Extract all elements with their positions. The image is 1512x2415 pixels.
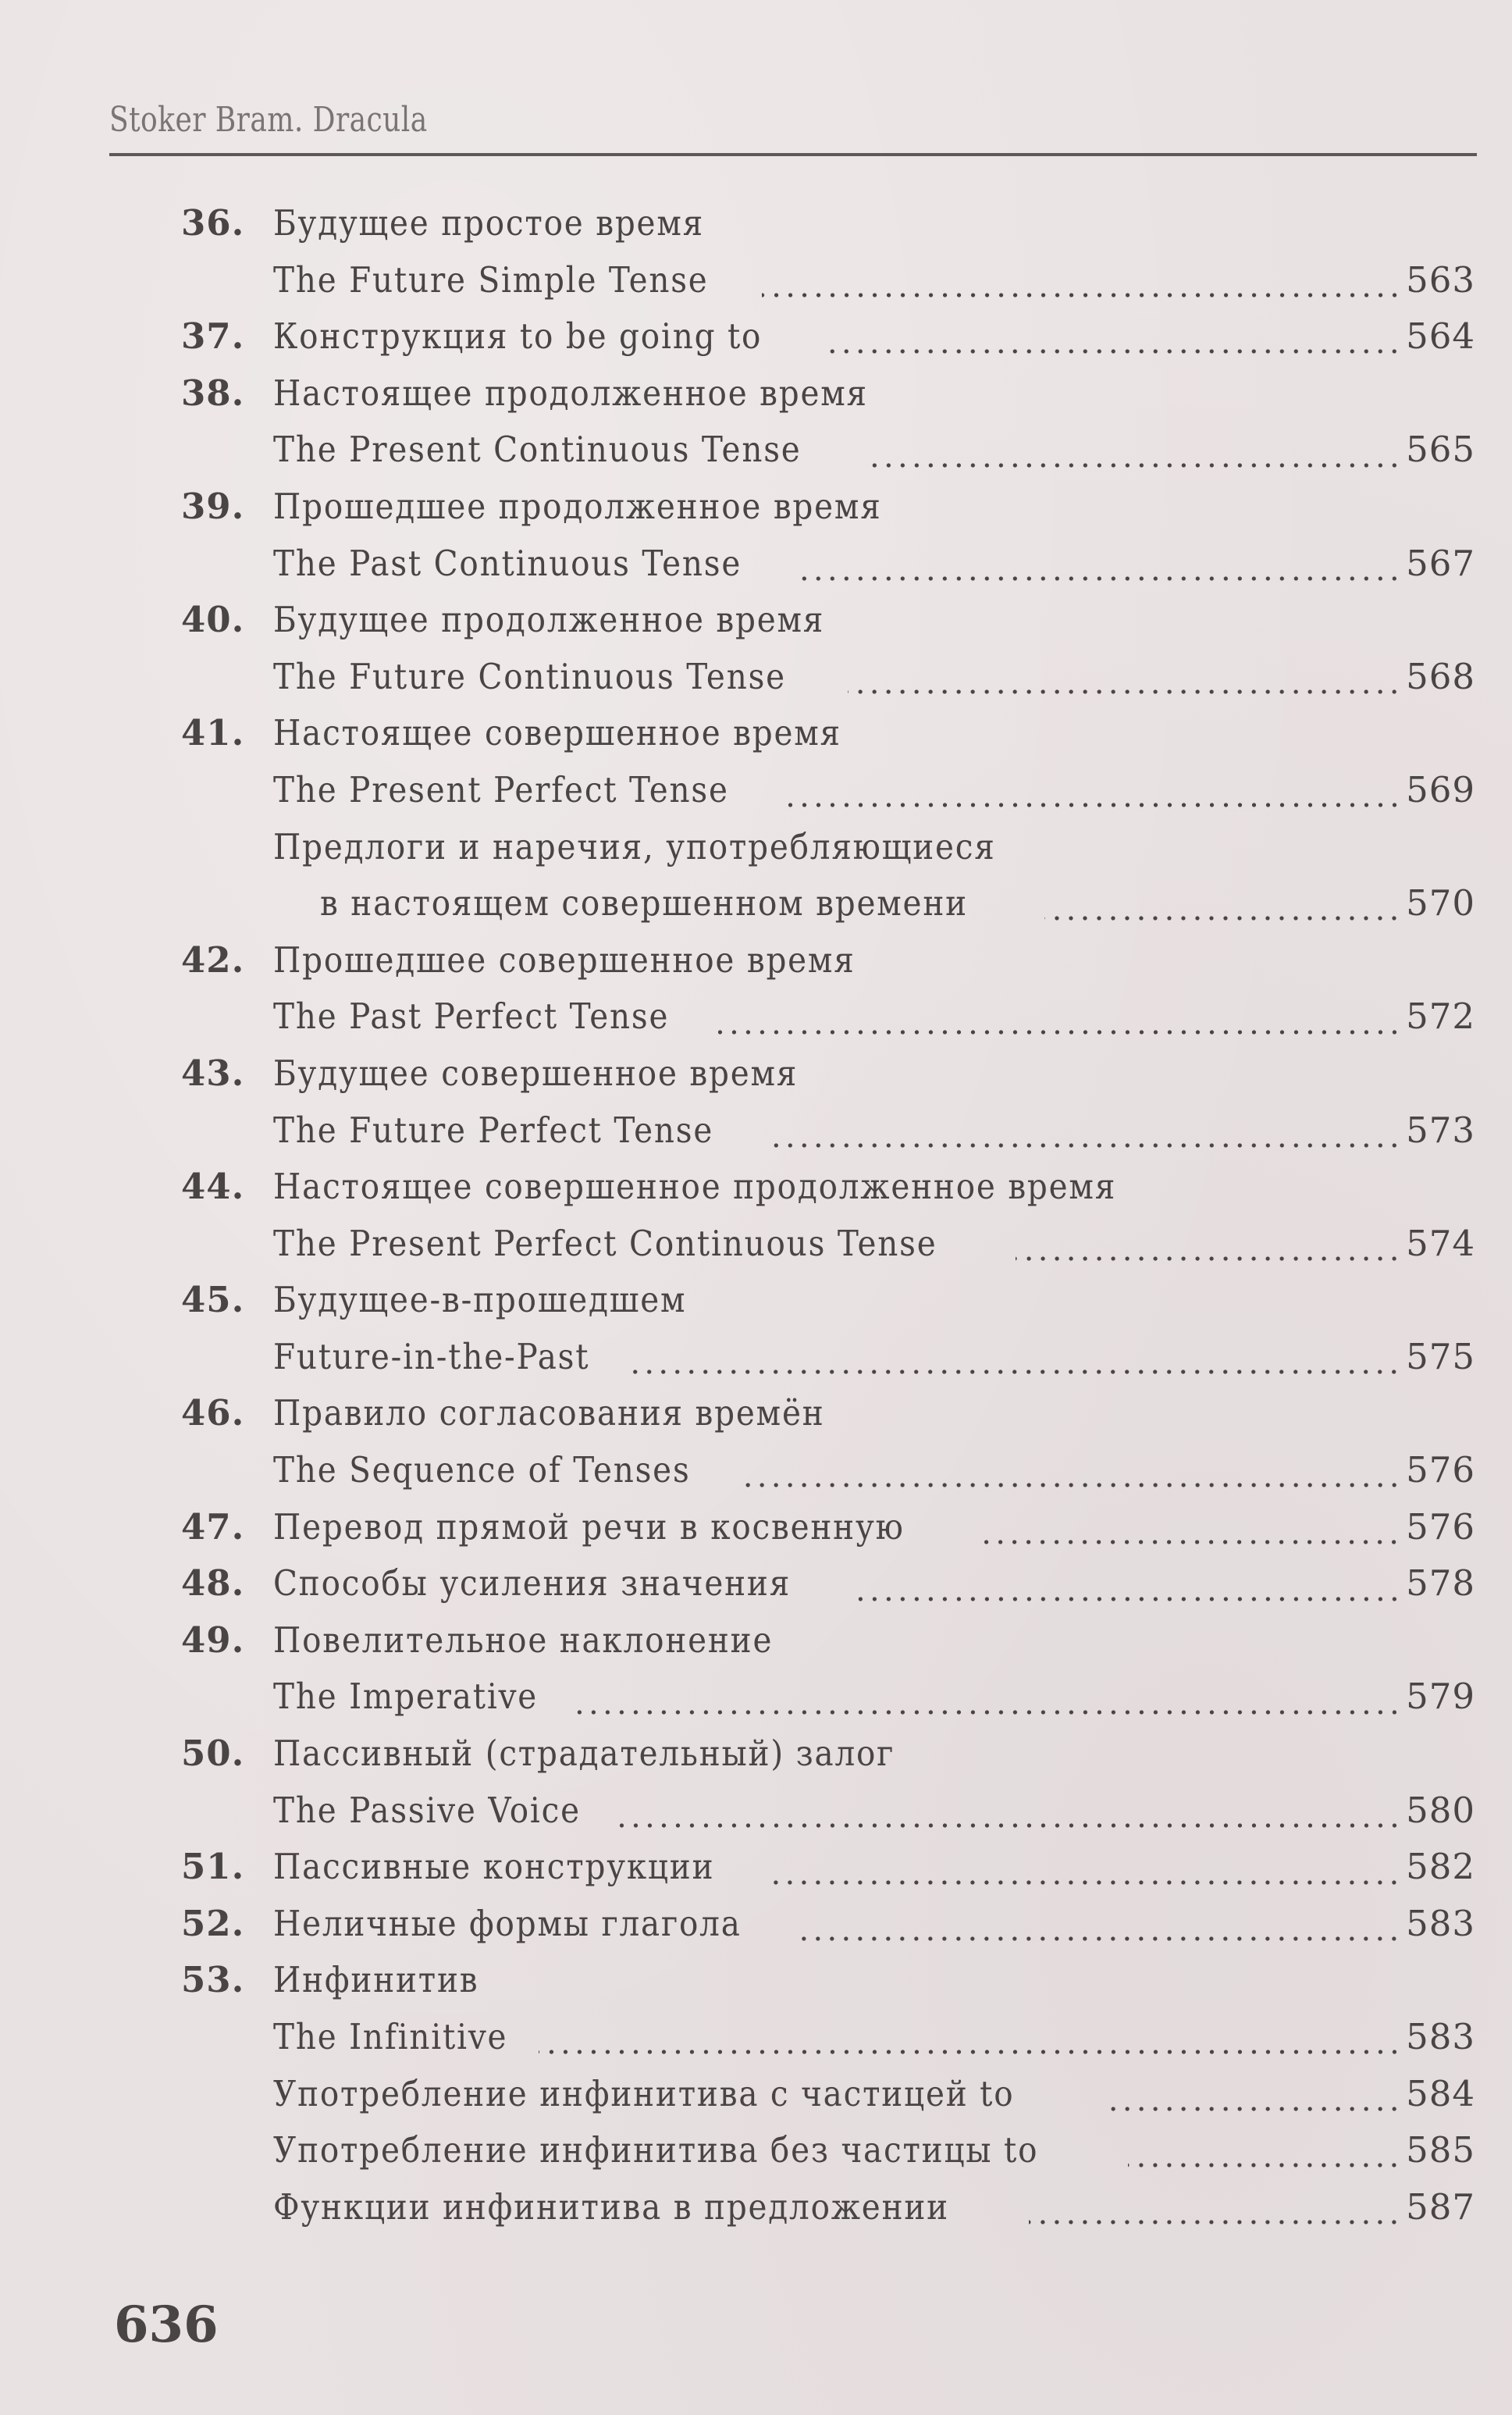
header-rule [109,153,1477,156]
toc-entry-41-en[interactable] [181,762,1475,819]
entry-title-en: The Infinitive [273,2016,508,2057]
toc-entry-42-title [181,932,1475,989]
toc-entry-37[interactable] [181,308,1475,365]
toc-entry-44-title [181,1159,1475,1216]
toc-entry-45-title [181,1272,1475,1329]
page-number: 579 [1406,1676,1475,1718]
entry-number: 47. [181,1505,245,1548]
entry-title-ru: Будущее-в-прошедшем [273,1279,687,1321]
toc-entry-42-en[interactable] [181,988,1475,1045]
toc-entry-40-en[interactable] [181,649,1475,706]
page-number: 583 [1406,1902,1475,1944]
entry-title-ru: Инфинитив [273,1959,479,2001]
entry-title-en: The Imperative [273,1676,539,1718]
dot-leader [1029,2210,1401,2226]
entry-title-en: Future-in-the-Past [273,1335,590,1377]
entry-title-ru: Будущее продолженное время [273,599,825,641]
dot-leader [768,1871,1401,1886]
page-number: 565 [1406,429,1475,471]
entry-title-ru: Способы усиления значения [273,1562,792,1605]
dot-leader [798,1927,1401,1943]
page-number: 583 [1406,2016,1475,2057]
page-number: 564 [1406,315,1475,358]
dot-leader [799,567,1401,582]
toc-entry-48[interactable] [181,1555,1475,1612]
entry-title-ru: Конструкция to be going to [273,315,763,358]
subentry-title: Употребление инфинитива с частицей to [273,2072,1015,2114]
subentry-title: Употребление инфинитива без частицы to [273,2129,1039,2171]
toc-entry-38-en[interactable] [181,422,1475,479]
toc-entry-46-title [181,1385,1475,1442]
page-number: 582 [1406,1846,1475,1888]
entry-title-ru: Пассивный (страдательный) залог [273,1733,895,1775]
entry-title-ru: Настоящее продолженное время [273,372,868,414]
toc-entry-52[interactable] [181,1896,1475,1953]
entry-number: 48. [181,1562,245,1605]
entry-title-ru: Пассивные конструкции [273,1846,715,1888]
dot-leader [821,340,1401,355]
entry-title-ru: Неличные формы глагола [273,1902,742,1944]
entry-title-en: The Past Continuous Tense [273,542,742,584]
toc-subentry-53-3[interactable] [181,2179,1475,2236]
entry-title-ru: Настоящее совершенное продолженное время [273,1166,1117,1208]
entry-title-ru: Настоящее совершенное время [273,712,841,754]
dot-leader [865,454,1401,469]
dot-leader [620,1814,1401,1829]
entry-number: 52. [181,1902,245,1944]
running-head: Stoker Bram. Dracula [109,100,428,140]
entry-title-en: The Present Perfect Continuous Tense [273,1222,937,1264]
entry-title-ru: Правило согласования времён [273,1392,825,1434]
entry-title-en: The Present Continuous Tense [273,429,802,471]
toc-entry-40-title [181,592,1475,649]
page-number: 574 [1406,1222,1475,1264]
page-number: 568 [1406,655,1475,697]
toc-entry-46-en[interactable] [181,1442,1475,1499]
toc-entry-45-en[interactable] [181,1329,1475,1386]
page-number: 576 [1406,1449,1475,1491]
entry-number: 50. [181,1733,245,1775]
dot-leader [767,1134,1401,1149]
dot-leader [742,1473,1401,1489]
entry-title-en: The Future Simple Tense [273,258,709,301]
page-number: 570 [1406,882,1475,924]
page-number: 569 [1406,768,1475,810]
toc-entry-53-title [181,1952,1475,2009]
page-number: 567 [1406,542,1475,584]
toc-entry-53-en[interactable] [181,2009,1475,2066]
entry-number: 49. [181,1619,245,1661]
toc-entry-47[interactable] [181,1499,1475,1556]
entry-number: 51. [181,1846,245,1888]
page-number: 572 [1406,996,1475,1038]
entry-number: 44. [181,1166,245,1208]
dot-leader [762,283,1402,299]
toc-entry-50-en[interactable] [181,1783,1475,1840]
entry-number: 46. [181,1392,245,1434]
toc-entry-36-en[interactable] [181,252,1475,309]
table-of-contents [181,195,1475,2235]
entry-number: 53. [181,1959,245,2001]
entry-number: 37. [181,315,245,358]
toc-subentry-53-2[interactable] [181,2122,1475,2179]
page-number: 587 [1406,2185,1475,2228]
page-number: 585 [1406,2129,1475,2171]
dot-leader [1128,2153,1401,2169]
dot-leader [848,680,1401,696]
toc-entry-44-en[interactable] [181,1216,1475,1273]
toc-entry-50-title [181,1726,1475,1783]
toc-entry-39-title [181,479,1475,536]
dot-leader [1101,2097,1401,2113]
page-number: 578 [1406,1562,1475,1605]
dot-leader [629,1360,1401,1376]
page-number: 584 [1406,2072,1475,2114]
entry-title-en: The Present Perfect Tense [273,768,729,810]
subentry-title: Функции инфинитива в предложении [273,2185,949,2228]
entry-title-en: The Future Perfect Tense [273,1109,714,1151]
page-number: 576 [1406,1505,1475,1548]
dot-leader [1016,1247,1401,1263]
toc-entry-43-en[interactable] [181,1102,1475,1159]
toc-entry-36-title [181,195,1475,252]
dot-leader [1044,907,1401,922]
toc-entry-39-en[interactable] [181,536,1475,593]
entry-number: 42. [181,939,245,981]
toc-subentry-41-1-line1 [181,819,1475,876]
folio-page-number: 636 [114,2296,219,2354]
entry-number: 43. [181,1052,245,1094]
subentry-title-cont: в настоящем совершенном времени [320,882,968,924]
entry-title-en: The Sequence of Tenses [273,1449,691,1491]
entry-number: 38. [181,372,245,414]
page-number: 575 [1406,1335,1475,1377]
dot-leader [853,1587,1401,1603]
dot-leader [718,1020,1401,1036]
entry-title-en: The Past Perfect Tense [273,996,670,1038]
entry-title-en: The Future Continuous Tense [273,655,786,697]
dot-leader [784,793,1402,809]
toc-subentry-41-1-line2[interactable] [181,875,1475,932]
entry-title-ru: Прошедшее продолженное время [273,485,882,527]
entry-title-ru: Перевод прямой речи в косвенную [273,1505,905,1548]
entry-title-en: The Passive Voice [273,1789,581,1831]
page-number: 573 [1406,1109,1475,1151]
entry-number: 40. [181,599,245,641]
dot-leader [539,2040,1401,2056]
entry-title-ru: Повелительное наклонение [273,1619,774,1661]
subentry-title: Предлоги и наречия, употребляющиеся [273,825,996,867]
toc-entry-49-en[interactable] [181,1669,1475,1726]
toc-entry-51[interactable] [181,1839,1475,1896]
entry-number: 45. [181,1279,245,1321]
toc-entry-43-title [181,1045,1475,1102]
page-number: 580 [1406,1789,1475,1831]
entry-title-ru: Будущее простое время [273,202,704,244]
dot-leader [572,1701,1401,1716]
dot-leader [979,1530,1401,1546]
entry-number: 41. [181,712,245,754]
toc-subentry-53-1[interactable] [181,2066,1475,2123]
page-number: 563 [1406,258,1475,301]
toc-entry-41-title [181,705,1475,762]
entry-number: 39. [181,485,245,527]
entry-title-ru: Прошедшее совершенное время [273,939,856,981]
toc-entry-38-title [181,365,1475,422]
entry-number: 36. [181,202,245,244]
entry-title-ru: Будущее совершенное время [273,1052,799,1094]
toc-entry-49-title [181,1612,1475,1669]
